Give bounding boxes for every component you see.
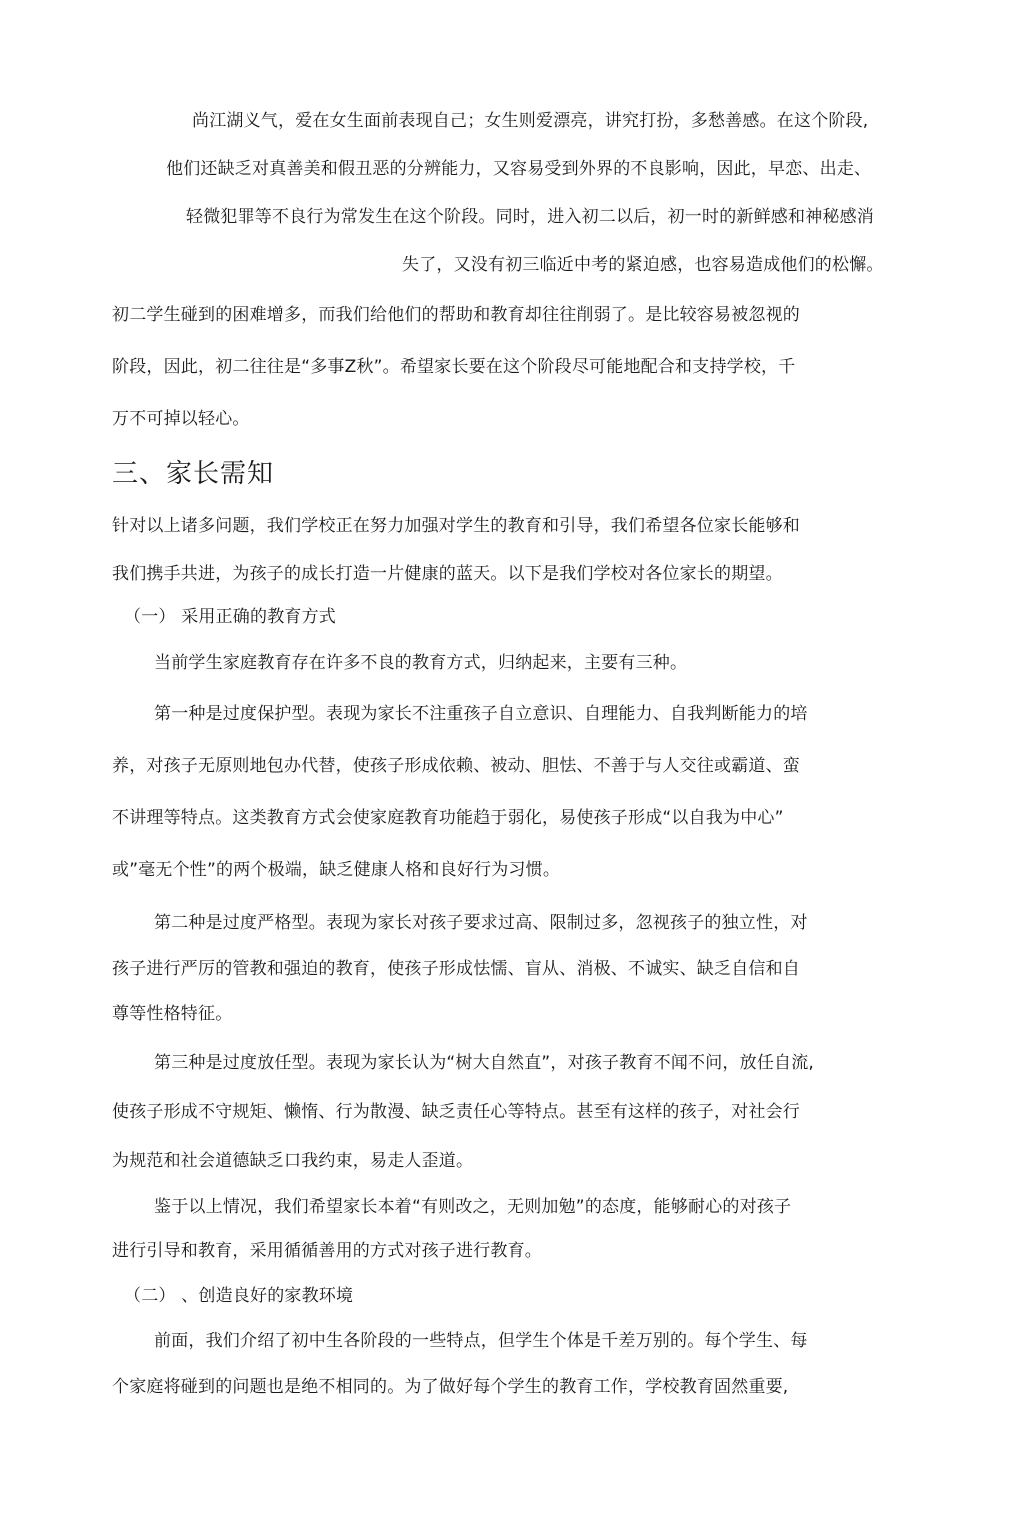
paragraph-line: 前面，我们介绍了初中生各阶段的一些特点，但学生个体是千差万别的。每个学生、每 xyxy=(154,1331,808,1351)
paragraph-line: 轻微犯罪等不良行为常发生在这个阶段。同时，进入初二以后，初一时的新鲜感和神秘感消 xyxy=(186,207,874,227)
paragraph-line: 当前学生家庭教育存在许多不良的教育方式，归纳起来，主要有三种。 xyxy=(154,653,688,673)
paragraph-line: 养，对孩子无原则地包办代替，使孩子形成依赖、被动、胆怯、不善于与人交往或霸道、蛮 xyxy=(112,756,800,776)
paragraph-line: 第二种是过度严格型。表现为家长对孩子要求过高、限制过多，忽视孩子的独立性，对 xyxy=(154,913,808,933)
paragraph-line: 不讲理等特点。这类教育方式会使家庭教育功能趋于弱化，易使孩子形成“以自我为中心” xyxy=(112,808,784,828)
paragraph-line: 第一种是过度保护型。表现为家长不注重孩子自立意识、自理能力、自我判断能力的培 xyxy=(154,704,808,724)
subheading: （二） 、创造良好的家教环境 xyxy=(124,1286,354,1306)
paragraph-line: 个家庭将碰到的问题也是绝不相同的。为了做好每个学生的教育工作，学校教育固然重要, xyxy=(112,1377,789,1397)
section-heading: 三、家长需知 xyxy=(112,459,275,489)
paragraph-line: 针对以上诸多问题，我们学校正在努力加强对学生的教育和引导，我们希望各位家长能够和 xyxy=(112,516,800,536)
paragraph-line: 阶段，因此，初二往往是“多事Z秋”。希望家长要在这个阶段尽可能地配合和支持学校，千 xyxy=(112,357,796,377)
paragraph-line: 万不可掉以轻心。 xyxy=(112,409,250,429)
paragraph-line: 为规范和社会道德缺乏口我约束，易走人歪道。 xyxy=(112,1151,474,1171)
paragraph-line: 第三种是过度放任型。表现为家长认为“树大自然直”，对孩子教育不闻不问，放任自流, xyxy=(154,1053,815,1073)
paragraph-line: 进行引导和教育，采用循循善用的方式对孩子进行教育。 xyxy=(112,1241,542,1261)
paragraph-line: 或”毫无个性”的两个极端，缺乏健康人格和良好行为习惯。 xyxy=(112,860,561,880)
paragraph-line: 他们还缺乏对真善美和假丑恶的分辨能力，又容易受到外界的不良影响，因此，早恋、出走、 xyxy=(166,159,872,179)
paragraph-line: 失了，又没有初三临近中考的紧迫感，也容易造成他们的松懈。 xyxy=(402,255,884,275)
paragraph-line: 初二学生碰到的困难增多，而我们给他们的帮助和教育却往往削弱了。是比较容易被忽视的 xyxy=(112,305,800,325)
paragraph-line: 尚江湖义气，爱在女生面前表现自己；女生则爱漂亮，讲究打扮，多愁善感。在这个阶段, xyxy=(192,111,869,131)
paragraph-line: 孩子进行严厉的管教和强迫的教育，使孩子形成怯懦、盲从、消极、不诚实、缺乏自信和自 xyxy=(112,959,800,979)
subheading: （一） 采用正确的教育方式 xyxy=(124,607,337,627)
paragraph-line: 鉴于以上情况，我们希望家长本着“有则改之，无则加勉”的态度，能够耐心的对孩子 xyxy=(154,1197,792,1217)
paragraph-line: 尊等性格特征。 xyxy=(112,1004,233,1024)
paragraph-line: 我们携手共进，为孩子的成长打造一片健康的蓝天。以下是我们学校对各位家长的期望。 xyxy=(112,564,783,584)
paragraph-line: 使孩子形成不守规矩、懒惰、行为散漫、缺乏责任心等特点。甚至有这样的孩子，对社会行 xyxy=(112,1102,800,1122)
